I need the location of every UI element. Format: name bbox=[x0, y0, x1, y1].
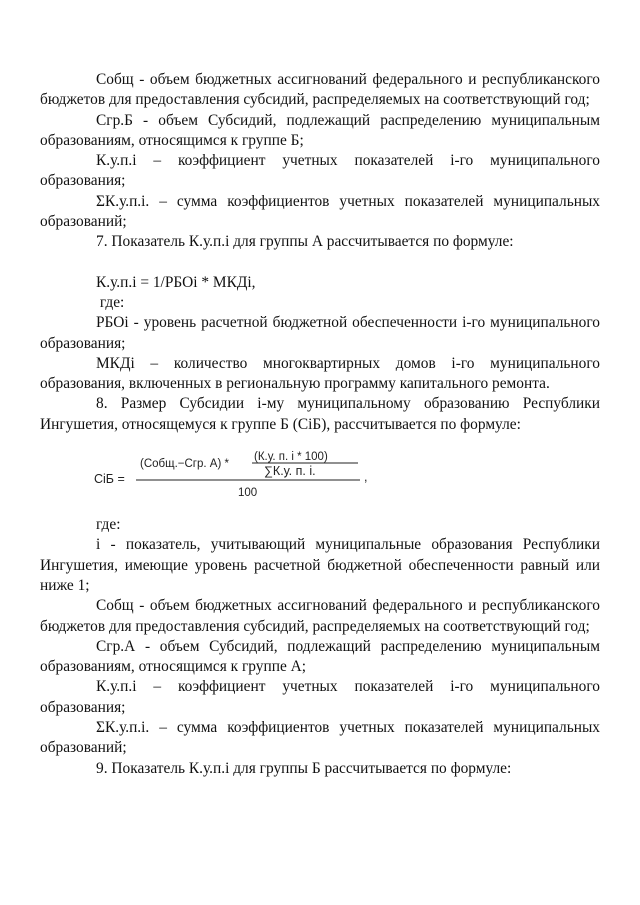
paragraph-s-obsh-2: Собщ - объем бюджетных ассигнований федерального и республиканского бюджетов для предоставления субсидий, распределяемых на соответствующий год; bbox=[40, 597, 600, 635]
paragraph-i: i - показатель, учитывающий муниципальные образования Республики Ингушетия, имеющие уровень расчетной бюджетной обеспеченности равный или ниже 1; bbox=[40, 536, 600, 594]
formula-denominator: 100 bbox=[238, 487, 258, 500]
paragraph-item-7: 7. Показатель К.у.п.i для группы А рассчитывается по формуле: bbox=[96, 233, 514, 251]
formula-inner-denominator: ∑К.у. п. i. bbox=[264, 464, 316, 479]
formula-lhs: СiБ = bbox=[94, 472, 125, 487]
paragraph-sum-k-u-p: ΣК.у.п.i. – сумма коэффициентов учетных показателей муниципальных образований; bbox=[40, 192, 600, 231]
where-label-2: где: bbox=[96, 516, 121, 534]
paragraph-rbo: РБОi - уровень расчетной бюджетной обеспеченности i-го муниципального образования; bbox=[40, 314, 600, 352]
paragraph-k-u-p-2: К.у.п.i – коэффициент учетных показателей i-го муниципального образования; bbox=[40, 678, 600, 716]
formula-cib-svg bbox=[94, 443, 394, 513]
blank-line bbox=[40, 253, 600, 273]
paragraph-mkd: МКДi – количество многоквартирных домов i-го муниципального образования, включенных в региональную программу капитального ремонта. bbox=[40, 354, 600, 393]
formula-cib bbox=[40, 443, 600, 513]
paragraph-s-gr-b: Сгр.Б - объем Субсидий, подлежащий распределению муниципальным образованиям, относящимся к группе Б; bbox=[40, 111, 600, 149]
formula-k-u-p-group-a: К.у.п.i = 1/РБОi * МКДi, bbox=[96, 273, 256, 291]
paragraph-sum-k-u-p-2: ΣК.у.п.i. – сумма коэффициентов учетных показателей муниципальных образований; bbox=[40, 719, 600, 757]
paragraph-item-9: 9. Показатель К.у.п.i для группы Б рассчитывается по формуле: bbox=[96, 759, 512, 777]
where-label: где: bbox=[96, 293, 125, 311]
formula-inner-numerator: (К.у. п. i * 100) bbox=[254, 451, 328, 464]
paragraph-k-u-p: К.у.п.i – коэффициент учетных показателей i-го муниципального образования; bbox=[40, 152, 600, 190]
formula-part1: (Собщ.−Сгр. А) * bbox=[140, 458, 229, 471]
paragraph-s-gr-a: Сгр.А - объем Субсидий, подлежащий распределению муниципальным образованиям, относящимся к группе А; bbox=[40, 637, 600, 676]
paragraph-s-obsh: Собщ - объем бюджетных ассигнований федерального и республиканского бюджетов для предоставления субсидий, распределяемых на соответствующий год; bbox=[40, 71, 600, 109]
formula-comma: , bbox=[364, 470, 368, 485]
paragraph-item-8: 8. Размер Субсидии i-му муниципальному образованию Республики Ингушетия, относящемуся к группе Б (СiБ), рассчитывается по формуле: bbox=[40, 395, 600, 433]
